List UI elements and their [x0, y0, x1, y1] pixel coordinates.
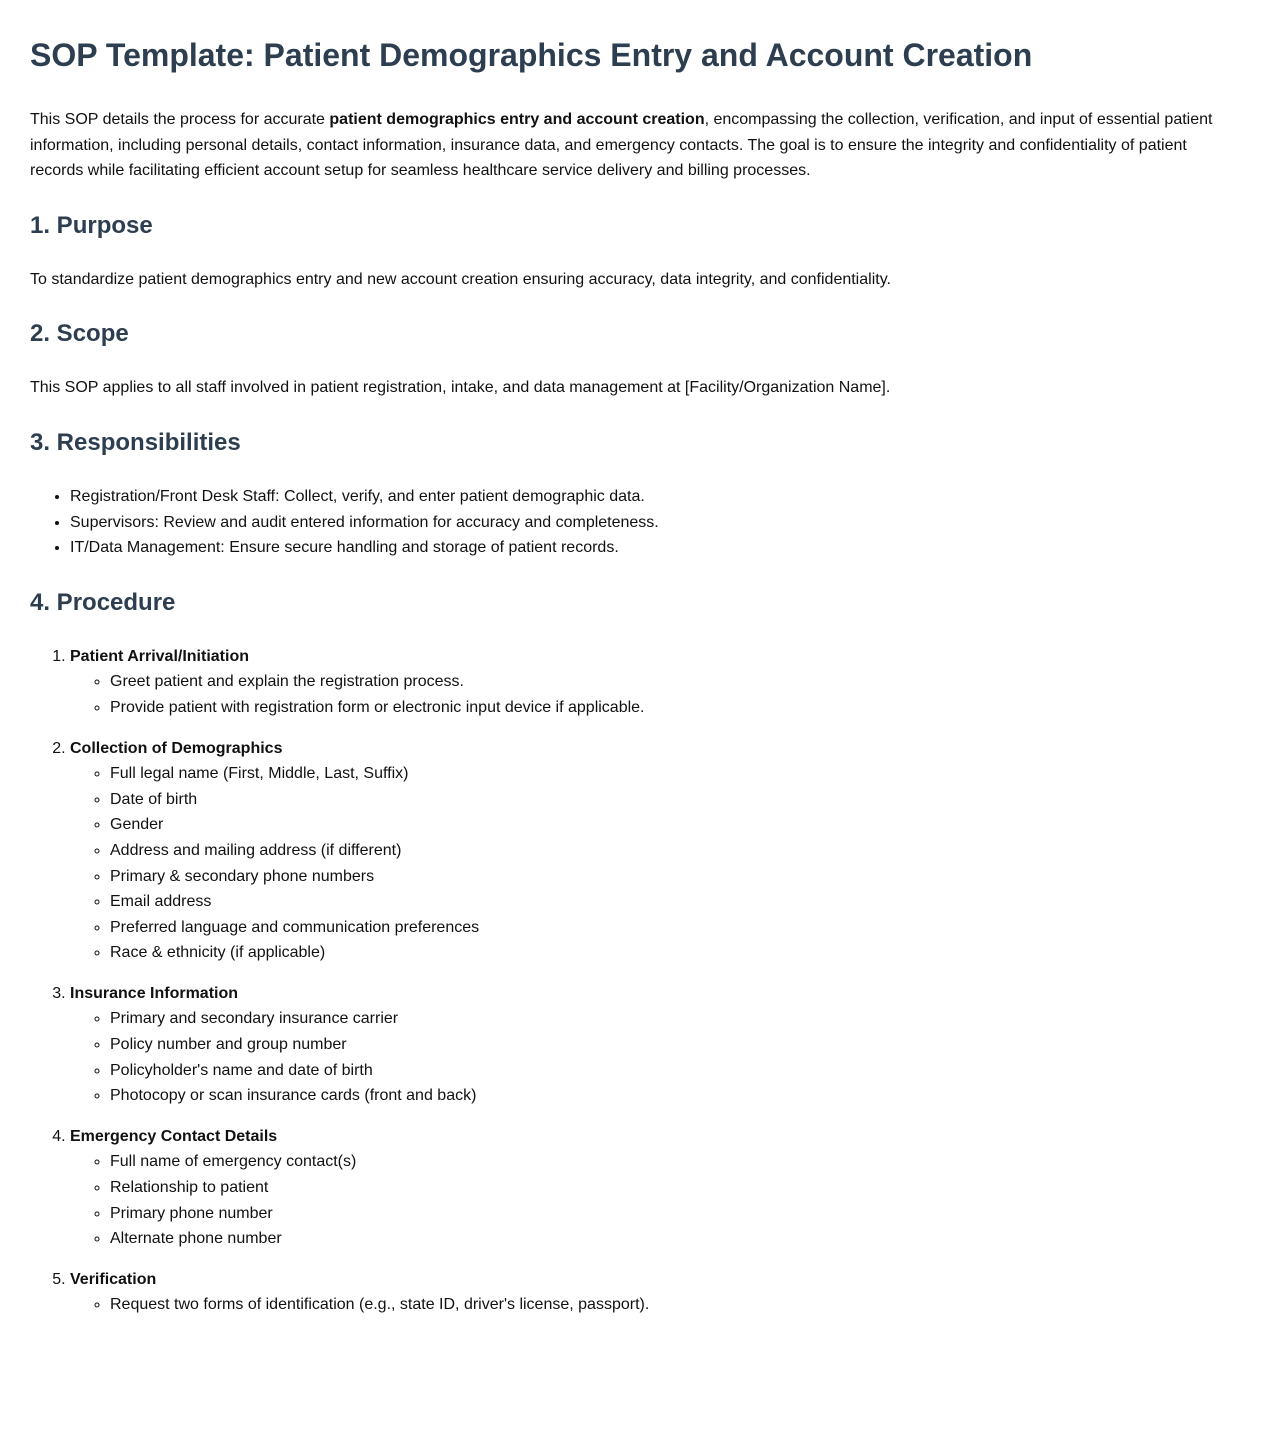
list-item: ◦ Policyholder's name and date of birth	[110, 1058, 1233, 1084]
page-title: SOP Template: Patient Demographics Entry and Account Creation	[30, 37, 1033, 73]
step-sublist	[70, 669, 1233, 720]
purpose-heading: 1. Purpose	[30, 211, 153, 239]
procedure-steps	[30, 644, 1233, 1318]
list-item: ◦ Date of birth	[110, 787, 1233, 813]
scope-heading: 2. Scope	[30, 320, 129, 348]
list-item: ◦ Preferred language and communication preferences	[110, 915, 1233, 941]
intro-text-before: This SOP details the process for accurate	[30, 111, 330, 128]
list-item: ◦ Photocopy or scan insurance cards (front and back)	[110, 1083, 1233, 1109]
step-sublist	[70, 761, 1233, 966]
scope-text: This SOP applies to all staff involved in patient registration, intake, and data management at [Facility/Organization Name].	[30, 379, 891, 397]
step-title: Insurance Information	[70, 984, 239, 1002]
step-title: Collection of Demographics	[70, 739, 283, 757]
list-item: ◦ Greet patient and explain the registration process.	[110, 669, 1233, 695]
intro-text-bold: patient demographics entry and account creation	[329, 111, 705, 128]
procedure-heading: 4. Procedure	[30, 588, 176, 616]
step-sublist	[70, 1149, 1233, 1251]
list-item: ◦ Full legal name (First, Middle, Last, Suffix)	[110, 761, 1233, 787]
intro-text-after: , encompassing the collection, verification, and input of essential patient information, including personal details, contact information, insurance data, and emergency contacts. The goal is to ensure the integrity and confidentiality of patient records while facilitating efficient account setup for seamless healthcare service delivery and billing processes.	[30, 111, 1213, 180]
list-item: ◦ Full name of emergency contact(s)	[110, 1149, 1233, 1175]
procedure-step	[70, 736, 1233, 966]
step-title: Emergency Contact Details	[70, 1127, 278, 1145]
procedure-step	[70, 1124, 1233, 1252]
procedure-step	[70, 644, 1233, 721]
list-item: ◦ Primary and secondary insurance carrier	[110, 1006, 1233, 1032]
list-item: ◦ Primary & secondary phone numbers	[110, 864, 1233, 890]
list-item: ◦ Race & ethnicity (if applicable)	[110, 940, 1233, 966]
procedure-step	[70, 1267, 1233, 1318]
list-item: • Registration/Front Desk Staff: Collect, verify, and enter patient demographic data.	[70, 484, 1233, 510]
step-title: Verification	[70, 1270, 157, 1288]
list-item: ◦ Request two forms of identification (e.g., state ID, driver's license, passport).	[110, 1292, 1233, 1318]
list-item: ◦ Gender	[110, 812, 1233, 838]
list-item: ◦ Alternate phone number	[110, 1226, 1233, 1252]
responsibilities-list	[30, 484, 1233, 561]
step-sublist	[70, 1006, 1233, 1108]
step-sublist	[70, 1292, 1233, 1318]
list-item: ◦ Relationship to patient	[110, 1175, 1233, 1201]
list-item: • Supervisors: Review and audit entered information for accuracy and completeness.	[70, 510, 1233, 536]
list-item: ◦ Email address	[110, 889, 1233, 915]
purpose-text: To standardize patient demographics entry and new account creation ensuring accuracy, data integrity, and confidentiality.	[30, 270, 891, 288]
list-item: • IT/Data Management: Ensure secure handling and storage of patient records.	[70, 535, 1233, 561]
procedure-step	[70, 981, 1233, 1109]
list-item: ◦ Policy number and group number	[110, 1032, 1233, 1058]
intro-paragraph	[30, 107, 1233, 184]
step-title: Patient Arrival/Initiation	[70, 647, 249, 665]
list-item: ◦ Provide patient with registration form or electronic input device if applicable.	[110, 695, 1233, 721]
list-item: ◦ Primary phone number	[110, 1201, 1233, 1227]
list-item: ◦ Address and mailing address (if different)	[110, 838, 1233, 864]
responsibilities-heading: 3. Responsibilities	[30, 428, 241, 456]
